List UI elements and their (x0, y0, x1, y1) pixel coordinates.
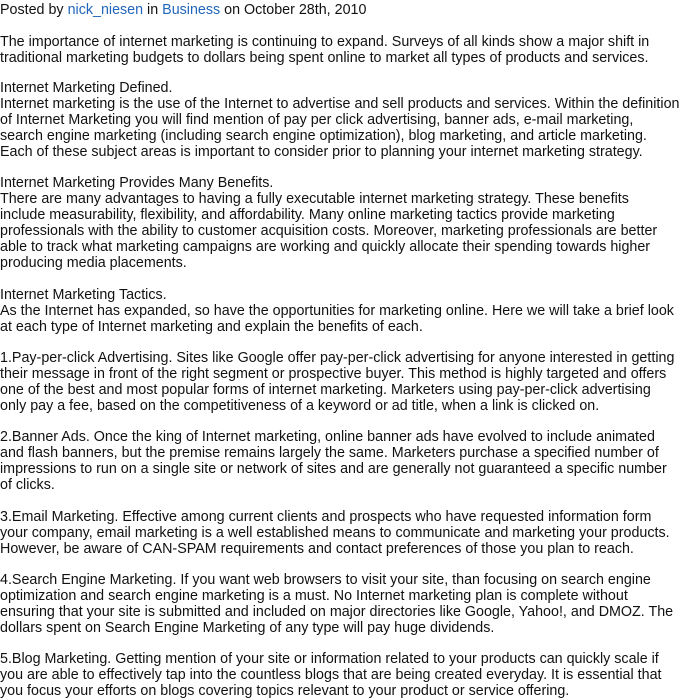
text-line: 2.Banner Ads. Once the king of Internet marketing, online banner ads have evolved to include animated (0, 429, 655, 445)
text-line: their message in front of the right segment or prospective buyer. This method is highly targeted and offers (0, 366, 667, 382)
byline-date: on October 28th, 2010 (220, 2, 367, 18)
paragraph-benefits (0, 175, 657, 271)
text-line: 4.Search Engine Marketing. If you want web browsers to visit your site, than focusing on search engine (0, 572, 651, 588)
paragraph-definition (0, 80, 679, 160)
text-line: impressions to run on a single site or network of sites and are generally not guaranteed a specific number (0, 461, 667, 477)
text-line: professionals with the ability to customer acquisition costs. Moreover, marketing professionals are better (0, 223, 658, 239)
text-line: However, be aware of CAN-SPAM requirements and contact preferences of those you plan to reach. (0, 541, 634, 557)
text-line: one of the best and most popular forms of internet marketing. Marketers using pay-per-click advertising (0, 382, 651, 398)
text-line: producing media placements. (0, 255, 187, 271)
byline-prefix: Posted by (0, 2, 68, 18)
paragraph-blog (0, 651, 662, 699)
paragraph-sem (0, 572, 673, 636)
text-line: 3.Email Marketing. Effective among current clients and prospects who have requested information form (0, 509, 652, 525)
text-line: of clicks. (0, 477, 55, 493)
section-heading: Internet Marketing Provides Many Benefits. (0, 175, 274, 191)
text-line: you are able to effectively tap into the countless blogs that are being created everyday. It is essential that (0, 667, 662, 683)
text-line: of Internet Marketing you will find mention of pay per click advertising, banner ads, e-mail marketing, (0, 112, 634, 128)
post-byline (0, 2, 366, 18)
section-heading: Internet Marketing Defined. (0, 80, 173, 96)
paragraph-email (0, 509, 670, 557)
text-line: As the Internet has expanded, so have the opportunities for marketing online. Here we will take a brief look (0, 303, 674, 319)
category-link[interactable]: Business (162, 2, 221, 18)
paragraph-banner-ads (0, 429, 667, 493)
text-line: Internet marketing is the use of the Internet to advertise and sell products and services. Within the definition (0, 96, 680, 112)
text-line: able to track what marketing campaigns are working and quickly allocate their spending towards higher (0, 239, 651, 255)
text-line: 5.Blog Marketing. Getting mention of your site or information related to your products can quickly scale if (0, 651, 659, 667)
byline-in: in (143, 2, 163, 18)
text-line: ensuring that your site is submitted and included on major directories like Google, Yahoo!, and DMOZ. The (0, 604, 674, 620)
text-line: your company, email marketing is a well established means to communicate and marketing your products. (0, 525, 670, 541)
paragraph-tactics (0, 287, 674, 335)
text-line: only pay a fee, based on the competitiveness of a keyword or ad title, when a link is clicked on. (0, 398, 600, 414)
text-line: The importance of internet marketing is continuing to expand. Surveys of all kinds show a major shift in (0, 34, 650, 50)
text-line: include measurability, flexibility, and affordability. Many online marketing tactics provide marketing (0, 207, 615, 223)
text-line: dollars spent on Search Engine Marketing of any type will pay huge dividends. (0, 620, 495, 636)
text-line: you focus your efforts on blogs covering topics relevant to your product or service offering. (0, 683, 570, 699)
text-line: traditional marketing budgets to dollars being spent online to market all types of products and services. (0, 50, 649, 66)
text-line: at each type of Internet marketing and explain the benefits of each. (0, 319, 423, 335)
section-heading: Internet Marketing Tactics. (0, 287, 167, 303)
author-link[interactable]: nick_niesen (67, 2, 144, 18)
text-line: search engine marketing (including search engine optimization), blog marketing, and article marketing. (0, 128, 647, 144)
text-line: 1.Pay-per-click Advertising. Sites like Google offer pay-per-click advertising for anyone interested in getting (0, 350, 675, 366)
text-line: There are many advantages to having a fully executable internet marketing strategy. These benefits (0, 191, 629, 207)
paragraph-ppc (0, 350, 674, 414)
text-line: optimization and search engine marketing is a must. No Internet marketing plan is complete without (0, 588, 628, 604)
paragraph-intro (0, 34, 649, 66)
text-line: and flash banners, but the premise remains largely the same. Marketers purchase a specified number of (0, 445, 659, 461)
text-line: Each of these subject areas is important to consider prior to planning your internet marketing strategy. (0, 144, 643, 160)
